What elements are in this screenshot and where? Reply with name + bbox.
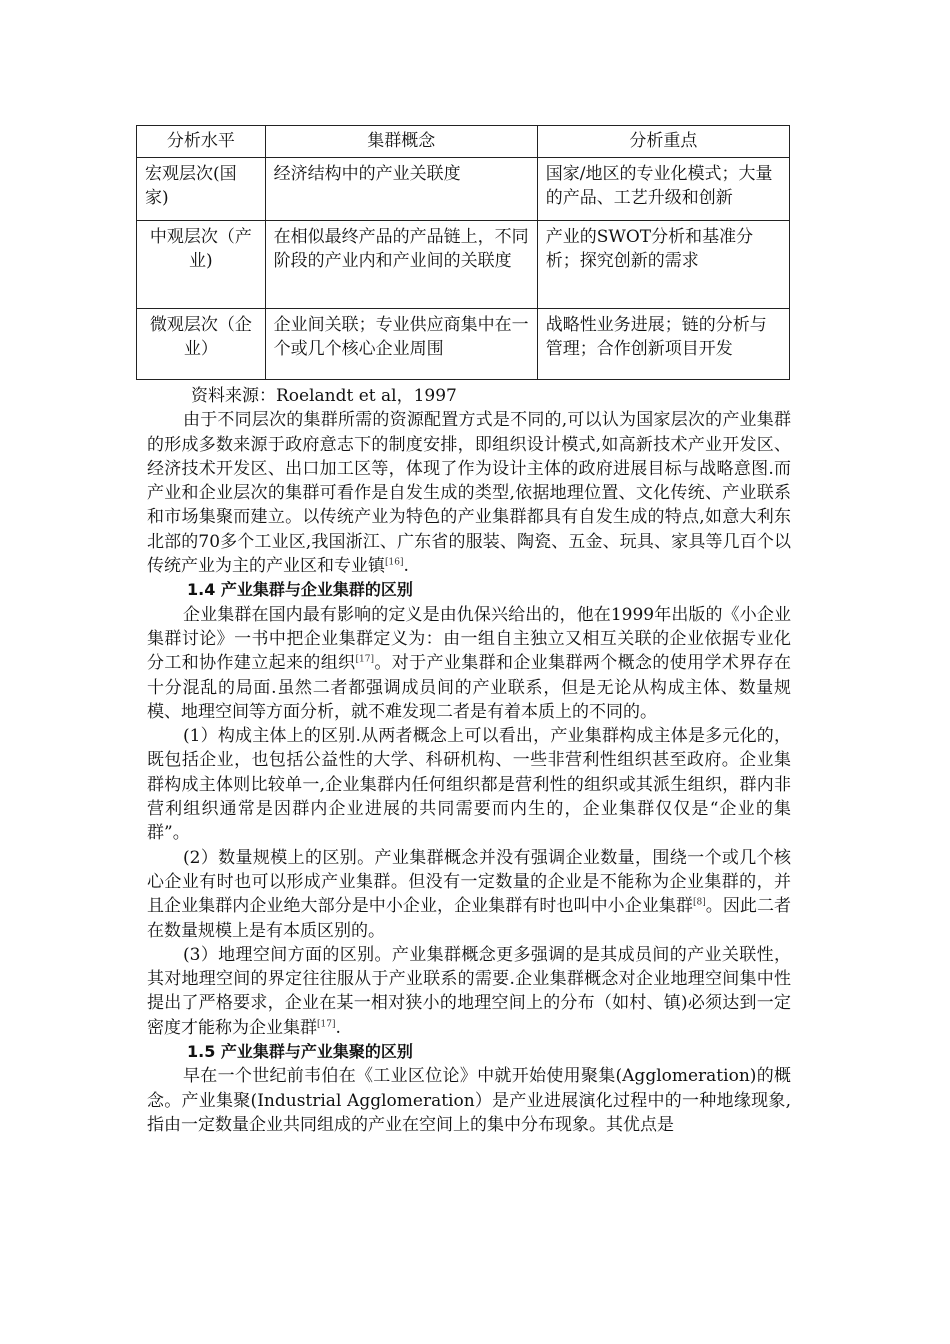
paragraph: 早在一个世纪前韦伯在《工业区位论》中就开始使用聚集(Agglomeration)的概念。产业集聚(Industrial Agglomeration）是产业进展演化过程中的一种地缘现象,指由一定数量企业共同组成的产业在空间上的集中分布现象。其优点是 [147,1066,791,1135]
paragraph-text: 由于不同层次的集群所需的资源配置方式是不同的,可以认为国家层次的产业集群的形成多数来源于政府意志下的制度安排，即组织设计模式,如高新技术产业开发区、经济技术开发区、出口加工区等，体现了作为设计主体的政府进展目标与战略意图.而产业和企业层次的集群可看作是自发生成的类型,依据地理位置、文化传统、产业联系和市场集聚而建立。以传统产业为特色的产业集群都具有自发生成的特点,如意大利东北部的70多个工业区,我国浙江、广东省的服装、陶瓷、五金、玩具、家具等几百个以传统产业为主的产业区和专业镇 [147,410,791,577]
cell-level: 微观层次（企业） [137,309,266,380]
cluster-analysis-table [136,125,790,380]
citation-ref[interactable]: [17] [355,654,374,665]
cell-concept: 经济结构中的产业关联度 [265,158,537,221]
header-cluster-concept: 集群概念 [265,126,537,158]
paragraph [147,846,791,943]
paragraph-text: . [335,1017,341,1038]
header-analysis-level: 分析水平 [137,126,266,158]
paragraph [147,603,791,724]
table-header-row [137,126,790,158]
cell-focus: 国家/地区的专业化模式；大量的产品、工艺升级和创新 [537,158,789,221]
paragraph [147,408,791,578]
paragraph: (1）构成主体上的区别.从两者概念上可以看出，产业集群构成主体是多元化的，既包括企业，也包括公益性的大学、科研机构、一些非营利性组织甚至政府。企业集群构成主体则比较单一,企业集群内任何组织都是营利性的组织或其派生组织，群内非营利组织通常是因群内企业进展的共同需要而内生的，企业集群仅仅是“企业的集群”。 [147,726,791,844]
paragraph-text: 企业集群在国内最有影响的定义是由仇保兴给出的，他在1999年出版的《小企业集群讨论》一书中把企业集群定义为：由一组自主独立又相互关联的企业依据专业化分工和协作建立起来的组织 [147,604,791,674]
cell-focus: 产业的SWOT分析和基准分析；探究创新的需求 [537,221,789,309]
paragraph [147,943,791,1040]
paragraph-text: (2）数量规模上的区别。产业集群概念并没有强调企业数量，围绕一个或几个核心企业有时也可以形成产业集群。但没有一定数量的企业是不能称为企业集群的，并且企业集群内企业绝大部分是中小企业，企业集群有时也叫中小企业集群 [147,847,791,917]
header-analysis-focus: 分析重点 [537,126,789,158]
citation-ref[interactable]: [17] [317,1019,336,1030]
section-heading: 1.4 产业集群与企业集群的区别 [187,580,413,600]
table-source-note: 资料来源：Roelandt et al，1997 [191,386,457,406]
paragraph-text: . [403,556,409,577]
cell-concept: 企业间关联；专业供应商集中在一个或几个核心企业周围 [265,309,537,380]
section-heading: 1.5 产业集群与产业集聚的区别 [187,1042,413,1062]
cell-level: 宏观层次(国家) [137,158,266,221]
citation-ref[interactable]: [8] [692,897,706,908]
body-text [147,384,791,1137]
paragraph-text: (3）地理空间方面的区别。产业集群概念更多强调的是其成员间的产业关联性，其对地理空间的界定往往服从于产业联系的需要.企业集群概念对企业地理空间集中性提出了严格要求，企业在某一相对狭小的地理空间上的分布（如村、镇)必须达到一定密度才能称为企业集群 [147,944,791,1038]
cell-level: 中观层次（产业) [137,221,266,309]
paragraph-text: 。对于产业集群和企业集群两个概念的使用学术界存在十分混乱的局面.虽然二者都强调成员间的产业联系，但是无论从构成主体、数量规模、地理空间等方面分析，就不难发现二者是有着本质上的不同的。 [147,653,792,722]
cell-concept: 在相似最终产品的产品链上，不同阶段的产业内和产业间的关联度 [265,221,537,309]
cell-focus: 战略性业务进展；链的分析与管理；合作创新项目开发 [537,309,789,380]
citation-ref[interactable]: [16] [385,557,404,568]
table-row [137,221,790,309]
table-row [137,309,790,380]
paragraph-text: 。因此二者在数量规模上是有本质区别的。 [147,896,792,941]
table-row [137,158,790,221]
